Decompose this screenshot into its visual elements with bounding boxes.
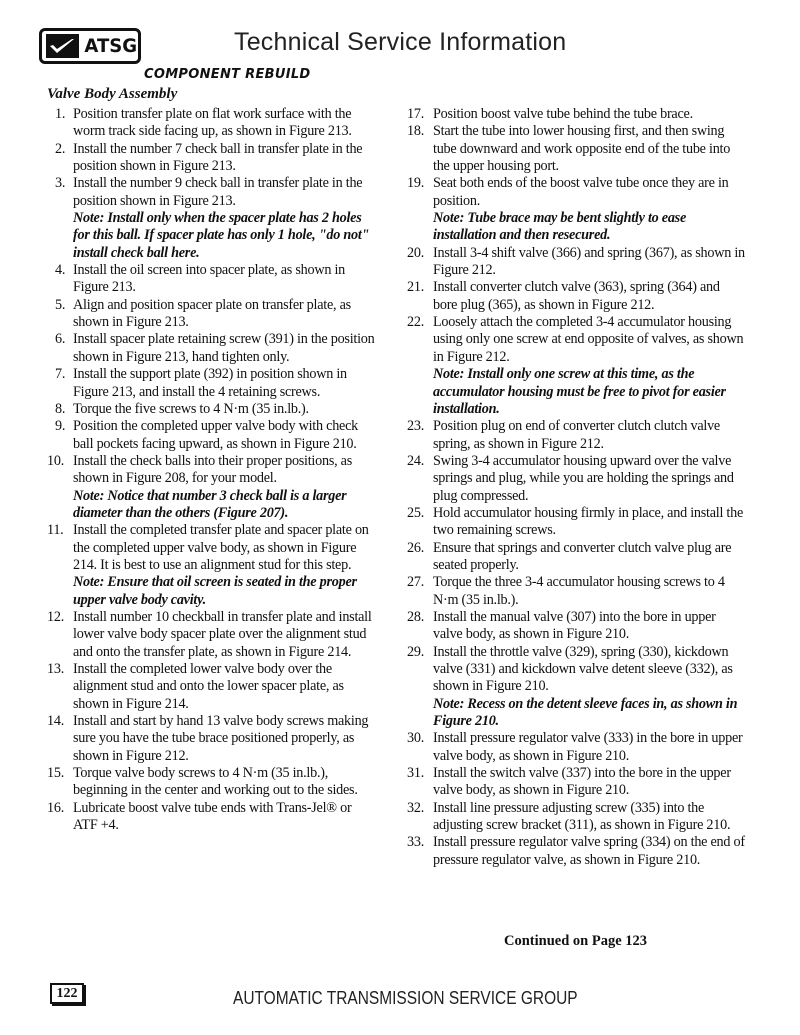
step-text: Hold accumulator housing firmly in place, and install the two remaining screws. xyxy=(433,504,744,539)
step-text: Torque valve body screws to 4 N·m (35 in.lb.), beginning in the center and working out to the sides. xyxy=(73,765,358,799)
step-item xyxy=(407,123,745,175)
step-text: Start the tube into lower housing first, and then swing tube downward and work opposite end of the tube into the upper housing port. xyxy=(433,123,731,175)
step-item xyxy=(55,175,375,262)
step-number: 24. xyxy=(407,452,424,469)
step-text: Install the completed lower valve body over the alignment stud and onto the lower spacer plate, as shown in Figure 214. xyxy=(73,661,344,712)
step-note: Note: Recess on the detent sleeve faces in, as shown in Figure 210. xyxy=(433,695,738,730)
step-number: 29. xyxy=(407,643,424,660)
step-number: 15. xyxy=(47,765,64,782)
atsg-logo xyxy=(39,28,141,64)
step-text: Loosely attach the completed 3-4 accumulator housing using only one screw at end opposite of valves, as shown in Figure 212. xyxy=(433,314,744,365)
step-text: Install pressure regulator valve (333) in the bore in upper valve body, as shown in Figure 210. xyxy=(433,730,743,764)
step-number: 6. xyxy=(55,331,66,348)
left-column xyxy=(47,106,375,834)
step-text: Torque the three 3-4 accumulator housing screws to 4 N·m (35 in.lb.). xyxy=(433,574,725,608)
step-number: 33. xyxy=(407,834,424,851)
step-item xyxy=(47,661,375,713)
step-text: Install converter clutch valve (363), spring (364) and bore plug (365), as shown in Figure 212. xyxy=(433,279,720,313)
step-text: Install 3-4 shift valve (366) and spring (367), as shown in Figure 212. xyxy=(433,244,745,279)
checkmark-icon xyxy=(46,34,79,58)
step-item xyxy=(407,106,745,123)
step-item xyxy=(407,643,745,731)
step-text: Position plug on end of converter clutch clutch valve spring, as shown in Figure 212. xyxy=(433,418,720,452)
step-item xyxy=(407,504,745,540)
step-item xyxy=(407,574,745,609)
step-item xyxy=(55,141,375,176)
step-number: 14. xyxy=(47,713,64,730)
step-text: Align and position spacer plate on transfer plate, as shown in Figure 213. xyxy=(73,296,351,331)
step-item xyxy=(407,452,745,505)
step-item xyxy=(407,418,745,453)
step-text: Install pressure regulator valve spring (334) on the end of pressure regulator valve, as shown in Figure 210. xyxy=(433,834,745,868)
step-text: Position transfer plate on flat work surface with the worm track side facing up, as shown in Figure 213. xyxy=(73,106,352,140)
step-number: 2. xyxy=(55,140,66,157)
step-number: 13. xyxy=(47,661,64,677)
step-item xyxy=(55,366,375,401)
step-text: Install the switch valve (337) into the bore in the upper valve body, as shown in Figure 210. xyxy=(433,765,731,799)
page-number: 122 xyxy=(50,983,84,1004)
step-text: Install and start by hand 13 valve body screws making sure you have the tube brace positioned properly, as shown in Figure 212. xyxy=(73,713,369,764)
step-number: 7. xyxy=(55,366,66,383)
step-note: Note: Install only when the spacer plate has 2 holes for this ball. If spacer plate has only 1 hole, "do not" install check ball here. xyxy=(73,210,370,261)
step-item xyxy=(407,539,745,575)
step-number: 22. xyxy=(407,314,424,331)
right-column xyxy=(407,106,745,869)
step-item xyxy=(407,730,745,765)
step-number: 5. xyxy=(55,296,66,313)
step-number: 19. xyxy=(407,175,424,192)
section-label: COMPONENT REBUILD xyxy=(144,67,311,82)
continued-note: Continued on Page 123 xyxy=(504,933,648,949)
step-text: Seat both ends of the boost valve tube once they are in position. xyxy=(433,175,729,209)
step-item xyxy=(47,452,375,522)
step-number: 27. xyxy=(407,574,424,591)
step-item xyxy=(55,331,375,366)
step-item xyxy=(55,401,375,418)
step-item xyxy=(47,608,375,661)
step-number: 17. xyxy=(407,106,424,122)
step-number: 1. xyxy=(55,106,66,122)
step-text: Install line pressure adjusting screw (335) into the adjusting screw bracket (311), as shown in Figure 210. xyxy=(433,799,731,834)
step-note: Note: Install only one screw at this time, as the accumulator housing must be free to pivot for easier installation. xyxy=(433,366,726,417)
step-number: 26. xyxy=(407,539,424,556)
step-item xyxy=(47,522,375,609)
step-number: 4. xyxy=(55,262,66,279)
step-text: Position the completed upper valve body with check ball pockets facing upward, as shown in Figure 210. xyxy=(73,418,358,452)
step-text: Swing 3-4 accumulator housing upward over the valve springs and plug, while you are holding the springs and plug compressed. xyxy=(433,452,734,504)
step-item xyxy=(47,799,375,835)
step-item xyxy=(407,244,745,280)
step-item xyxy=(55,297,375,332)
page-title: Technical Service Information xyxy=(234,28,567,56)
step-number: 12. xyxy=(47,608,64,625)
step-item xyxy=(407,834,745,869)
subheading: Valve Body Assembly xyxy=(47,86,178,102)
step-number: 28. xyxy=(407,608,424,625)
step-item xyxy=(407,175,745,244)
step-number: 30. xyxy=(407,730,424,747)
step-number: 8. xyxy=(55,400,66,417)
step-item xyxy=(47,713,375,765)
step-number: 31. xyxy=(407,765,424,782)
step-number: 3. xyxy=(55,175,66,192)
step-text: Install the manual valve (307) into the bore in upper valve body, as shown in Figure 210. xyxy=(433,608,716,643)
step-text: Install the number 9 check ball in transfer plate in the position shown in Figure 213. xyxy=(73,175,363,209)
step-note: Note: Tube brace may be bent slightly to ease installation and then resecured. xyxy=(433,210,687,244)
step-item xyxy=(55,262,375,297)
step-number: 9. xyxy=(55,418,66,435)
step-number: 20. xyxy=(407,244,424,261)
step-text: Position boost valve tube behind the tube brace. xyxy=(433,106,693,122)
step-text: Install the throttle valve (329), spring (330), kickdown valve (331) and kickdown valve detent sleeve (332), as shown in Figure 210. xyxy=(433,643,733,695)
step-number: 16. xyxy=(47,799,64,816)
step-text: Install spacer plate retaining screw (391) in the position shown in Figure 213, hand tighten only. xyxy=(73,331,375,365)
step-text: Install number 10 checkball in transfer plate and install lower valve body spacer plate over the alignment stud and onto the transfer plate, as shown in Figure 214. xyxy=(73,608,372,660)
step-text: Install the oil screen into spacer plate, as shown in Figure 213. xyxy=(73,262,345,296)
step-item xyxy=(407,765,745,800)
step-number: 18. xyxy=(407,123,424,140)
step-item xyxy=(47,765,375,800)
step-number: 11. xyxy=(47,522,64,539)
step-item xyxy=(407,799,745,835)
step-item xyxy=(55,418,375,453)
footer-organization: AUTOMATIC TRANSMISSION SERVICE GROUP xyxy=(233,988,578,1008)
step-number: 32. xyxy=(407,799,424,816)
step-number: 23. xyxy=(407,418,424,435)
step-item xyxy=(407,608,745,644)
step-number: 25. xyxy=(407,504,424,521)
step-item xyxy=(407,314,745,418)
step-item xyxy=(55,106,375,141)
step-number: 21. xyxy=(407,279,424,296)
step-text: Install the support plate (392) in position shown in Figure 213, and install the 4 retaining screws. xyxy=(73,366,347,400)
step-note: Note: Notice that number 3 check ball is a larger diameter than the others (Figure 207). xyxy=(73,487,347,521)
step-item xyxy=(407,279,745,314)
step-text: Install the number 7 check ball in transfer plate in the position shown in Figure 213. xyxy=(73,140,363,175)
step-text: Torque the five screws to 4 N·m (35 in.lb.). xyxy=(73,400,309,417)
step-text: Install the completed transfer plate and spacer plate on the completed upper valve body, as shown in Figure 214. It is best to use an alignment stud for this step. xyxy=(73,522,369,573)
step-note: Note: Ensure that oil screen is seated in the proper upper valve body cavity. xyxy=(73,574,357,608)
step-text: Ensure that springs and converter clutch valve plug are seated properly. xyxy=(433,539,732,573)
logo-text: ATSG xyxy=(83,35,137,57)
step-text: Lubricate boost valve tube ends with Trans-Jel® or ATF +4. xyxy=(73,799,352,834)
step-text: Install the check balls into their proper positions, as shown in Figure 208, for your model. xyxy=(73,452,352,487)
step-number: 10. xyxy=(47,452,64,469)
